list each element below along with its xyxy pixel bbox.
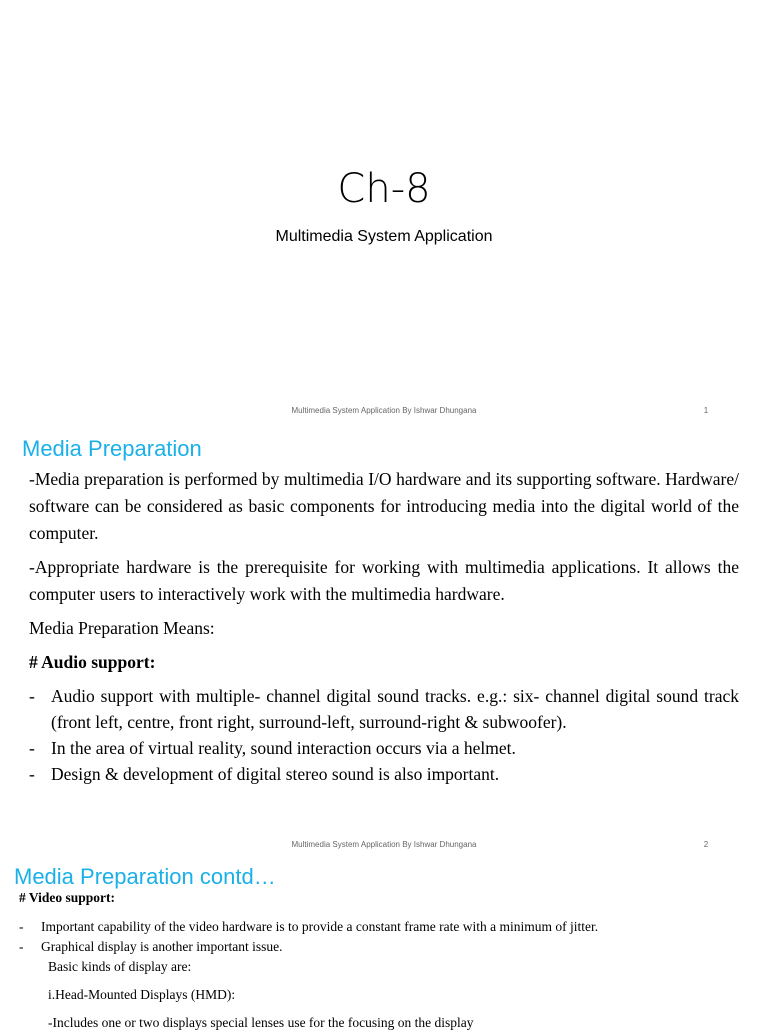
hmd-label: i.Head-Mounted Displays (HMD): <box>48 987 236 1002</box>
list-item <box>29 735 739 761</box>
paragraph: -Media preparation is performed by multimedia I/O hardware and its supporting software. Hardware/ software can be considered as basic components for introducing media into the digital world of the computer. <box>29 469 739 543</box>
display-kinds-label: Basic kinds of display are: <box>48 959 192 974</box>
list-item-text: Graphical display is another important issue. <box>41 939 283 954</box>
page-number: 2 <box>703 840 709 849</box>
list-item-text: Design & development of digital stereo sound is also important. <box>51 764 500 784</box>
list-item-text: Important capability of the video hardware is to provide a constant frame rate with a minimum of jitter. <box>41 919 599 934</box>
slide-title: Ch-8 <box>337 166 431 212</box>
page-number: 1 <box>703 406 709 415</box>
slide-subtitle: Multimedia System Application <box>275 228 493 245</box>
dash-marker: - <box>19 919 24 934</box>
dash-marker: - <box>19 939 24 954</box>
list-item <box>19 917 739 937</box>
audio-support-heading: # Audio support: <box>29 652 156 672</box>
video-support-heading: # Video support: <box>19 890 116 905</box>
list-item-text: In the area of virtual reality, sound interaction occurs via a helmet. <box>51 738 516 758</box>
list-item <box>29 683 739 735</box>
dash-marker: - <box>29 738 35 758</box>
slide-3-heading: Media Preparation contd… <box>14 864 276 889</box>
slide-2-heading: Media Preparation <box>22 436 202 461</box>
dash-marker: - <box>29 764 35 784</box>
slide-1 <box>0 0 768 430</box>
list-item <box>29 761 739 787</box>
slide-3-body <box>19 888 739 1033</box>
dash-marker: - <box>29 686 35 706</box>
footer-text: Multimedia System Application By Ishwar Dhungana <box>291 840 477 849</box>
paragraph: -Appropriate hardware is the prerequisite for working with multimedia applications. It allows the computer users to interactively work with the multimedia hardware. <box>29 557 739 604</box>
paragraph: Media Preparation Means: <box>29 618 215 638</box>
slide-2-body <box>29 466 739 787</box>
hmd-description: -Includes one or two displays special lenses use for the focusing on the display <box>48 1015 474 1030</box>
list-item <box>19 937 739 957</box>
footer-text: Multimedia System Application By Ishwar Dhungana <box>291 406 477 415</box>
list-item-text: Audio support with multiple- channel digital sound tracks. e.g.: six- channel digital sound track (front left, centre, front right, surround-left, surround-right & subwoofer). <box>51 686 739 732</box>
audio-bullet-list <box>29 683 739 787</box>
